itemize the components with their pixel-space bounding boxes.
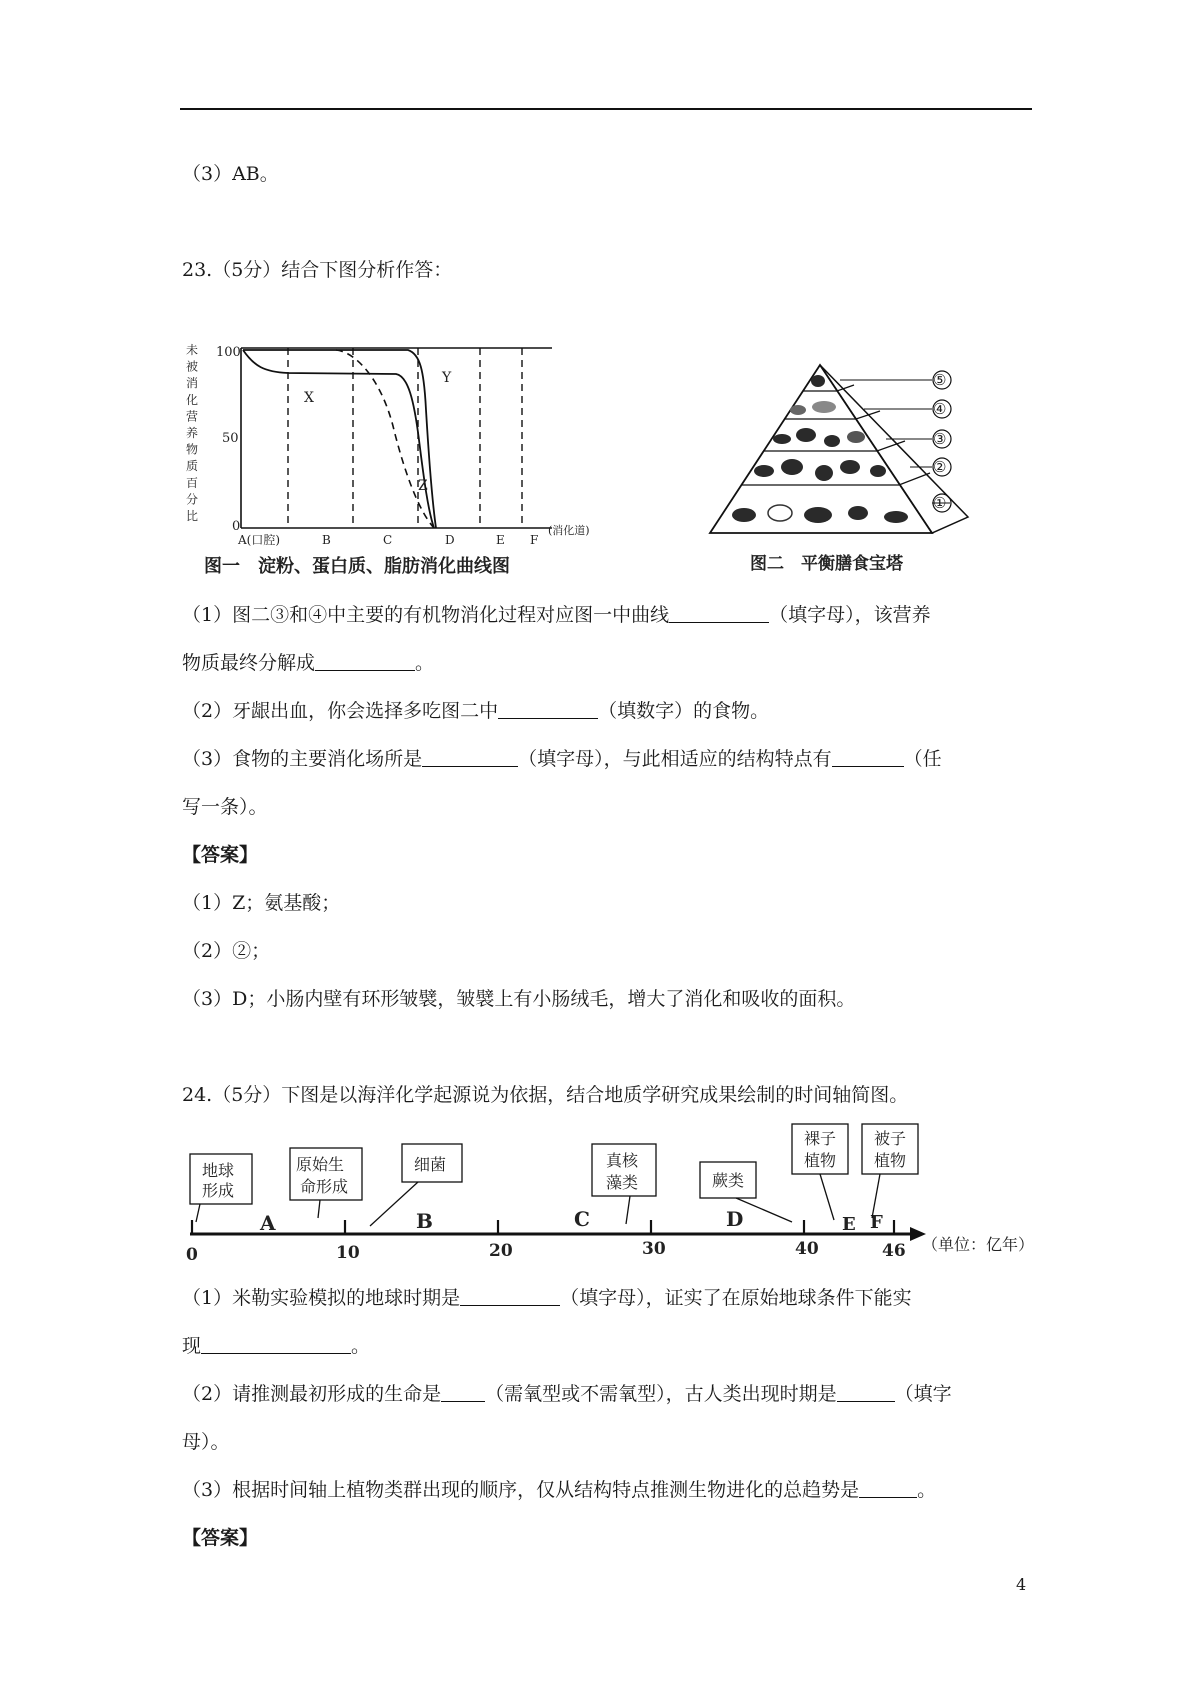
fig1-y-axis-label: [186, 342, 198, 523]
fig2-caption: 图二 平衡膳食宝塔: [750, 554, 903, 574]
q24-subquestion-1-cont: 现 。: [182, 1335, 371, 1357]
fig1-ytick-50: 50: [222, 431, 239, 446]
fig1-curve-y: [243, 350, 436, 528]
period-e: E: [842, 1214, 856, 1235]
answer-blank[interactable]: [422, 748, 518, 767]
callout-earth-line-1: 地球: [202, 1161, 235, 1180]
fig1-x-unit: (消化道): [548, 524, 590, 537]
period-d: D: [726, 1207, 744, 1231]
page-number: 4: [1016, 1575, 1027, 1594]
fig1-xtick-c: C: [383, 533, 393, 547]
fig1-curve-x: [243, 350, 434, 528]
callout-angiosperms-line-2: 植物: [874, 1151, 907, 1170]
period-c: C: [574, 1207, 590, 1231]
fig1-label-x: X: [304, 390, 314, 406]
q23-answer-1: （1）Z；氨基酸；: [182, 892, 341, 914]
callout-life-line-2: 命形成: [300, 1177, 349, 1196]
figure-1-digestion-curves: [186, 340, 606, 580]
q23-answer-2: （2）②；: [182, 940, 271, 962]
fig1-section-dividers: [288, 348, 522, 528]
callout-gymnosperms-line-1: 裸子: [804, 1129, 837, 1148]
callout-earth-line-2: 形成: [202, 1181, 235, 1200]
pyramid-level-2: ②: [933, 458, 947, 476]
fig1-xtick-b: B: [322, 533, 331, 547]
fig1-label-z: Z: [418, 478, 428, 494]
q24-subquestion-2: （2）请推测最初形成的生命是 （需氧型或不需氧型），古人类出现时期是 （填字: [182, 1383, 952, 1405]
q23-subquestion-1-cont: 物质最终分解成 。: [182, 652, 435, 674]
q23-subquestion-3-cont: 写一条）。: [182, 796, 268, 818]
tick-10: 10: [336, 1243, 360, 1263]
tick-46: 46: [882, 1241, 906, 1261]
fig1-y-label-char: 物: [186, 442, 199, 457]
fig1-y-label-char: 百: [186, 475, 199, 490]
timeline-ticks: [192, 1220, 894, 1234]
answer-blank[interactable]: [460, 1287, 560, 1306]
callout-bacteria: 细菌: [414, 1155, 447, 1174]
q24-subquestion-2-cont: 母）。: [182, 1431, 230, 1453]
fig1-caption: 图一 淀粉、蛋白质、脂肪消化曲线图: [204, 556, 510, 577]
figure-timeline: [180, 1122, 1080, 1282]
fig1-xtick-f: F: [530, 533, 539, 547]
q23-title: 23.（5分）结合下图分析作答：: [182, 259, 453, 281]
tick-40: 40: [795, 1239, 819, 1259]
fig1-y-label-char: 分: [186, 492, 199, 507]
answer-blank[interactable]: [315, 652, 415, 671]
q24-title: 24.（5分）下图是以海洋化学起源说为依据，结合地质学研究成果绘制的时间轴简图。: [182, 1084, 909, 1106]
callout-algae-line-2: 藻类: [606, 1173, 639, 1192]
pyramid-level-4: ④: [933, 400, 947, 418]
fig1-label-y: Y: [442, 370, 452, 386]
tick-0: 0: [186, 1245, 198, 1265]
pyramid-level-5: ⑤: [933, 371, 947, 389]
callout-life-line-1: 原始生: [296, 1155, 345, 1174]
fig1-y-label-char: 化: [186, 392, 199, 407]
q23-subquestion-3: （3）食物的主要消化场所是 （填字母），与此相适应的结构特点有 （任: [182, 748, 942, 770]
fig1-y-label-char: 比: [186, 509, 199, 523]
fig1-y-label-char: 营: [186, 409, 199, 424]
figure-2-food-pyramid: [700, 355, 1080, 580]
pyramid-level-1: ①: [933, 494, 947, 512]
fig1-ytick-0: 0: [232, 519, 241, 534]
period-a: A: [260, 1211, 276, 1235]
q23-subquestion-1: （1）图二③和④中主要的有机物消化过程对应图一中曲线 （填字母），该营养: [182, 604, 931, 626]
answer-blank[interactable]: [441, 1383, 485, 1402]
tick-30: 30: [642, 1239, 666, 1259]
answer-blank[interactable]: [669, 604, 769, 623]
timeline-unit: （单位：亿年）: [922, 1235, 1035, 1254]
callout-gymnosperms-line-2: 植物: [804, 1151, 837, 1170]
answer-blank[interactable]: [832, 748, 904, 767]
fig1-y-label-char: 未: [186, 343, 199, 357]
fig1-y-label-char: 养: [186, 426, 199, 440]
fig1-xtick-d: D: [445, 533, 455, 547]
answer-blank[interactable]: [201, 1335, 351, 1354]
callout-algae-line-1: 真核: [606, 1151, 639, 1170]
pyramid-level-3: ③: [933, 430, 947, 448]
answer-blank[interactable]: [498, 700, 598, 719]
period-f: F: [870, 1212, 883, 1233]
callout-angiosperms-line-1: 被子: [874, 1129, 907, 1148]
header-rule: [180, 108, 1032, 110]
fig1-y-label-char: 被: [186, 359, 199, 374]
q23-answer-label: 【答案】: [182, 844, 259, 866]
fig1-y-label-char: 消: [186, 376, 199, 391]
q24-answer-label: 【答案】: [182, 1527, 259, 1549]
period-b: B: [416, 1209, 433, 1233]
fig1-xtick-e: E: [496, 533, 505, 547]
fig1-xtick-a: A(口腔): [238, 533, 281, 547]
callout-ferns: 蕨类: [712, 1171, 745, 1190]
q23-subquestion-2: （2）牙龈出血，你会选择多吃图二中 （填数字）的食物。: [182, 700, 770, 722]
q24-subquestion-1: （1）米勒实验模拟的地球时期是 （填字母），证实了在原始地球条件下能实: [182, 1287, 912, 1309]
tick-20: 20: [489, 1241, 513, 1261]
q24-subquestion-3: （3）根据时间轴上植物类群出现的顺序，仅从结构特点推测生物进化的总趋势是 。: [182, 1479, 937, 1501]
answer-blank[interactable]: [859, 1479, 917, 1498]
answer-blank[interactable]: [837, 1383, 895, 1402]
q23-answer-3: （3）D；小肠内壁有环形皱襞，皱襞上有小肠绒毛，增大了消化和吸收的面积。: [182, 988, 856, 1010]
fig1-y-label-char: 质: [186, 459, 199, 474]
fig1-ytick-100: 100: [216, 345, 241, 360]
previous-answer: （3）AB。: [182, 163, 279, 185]
